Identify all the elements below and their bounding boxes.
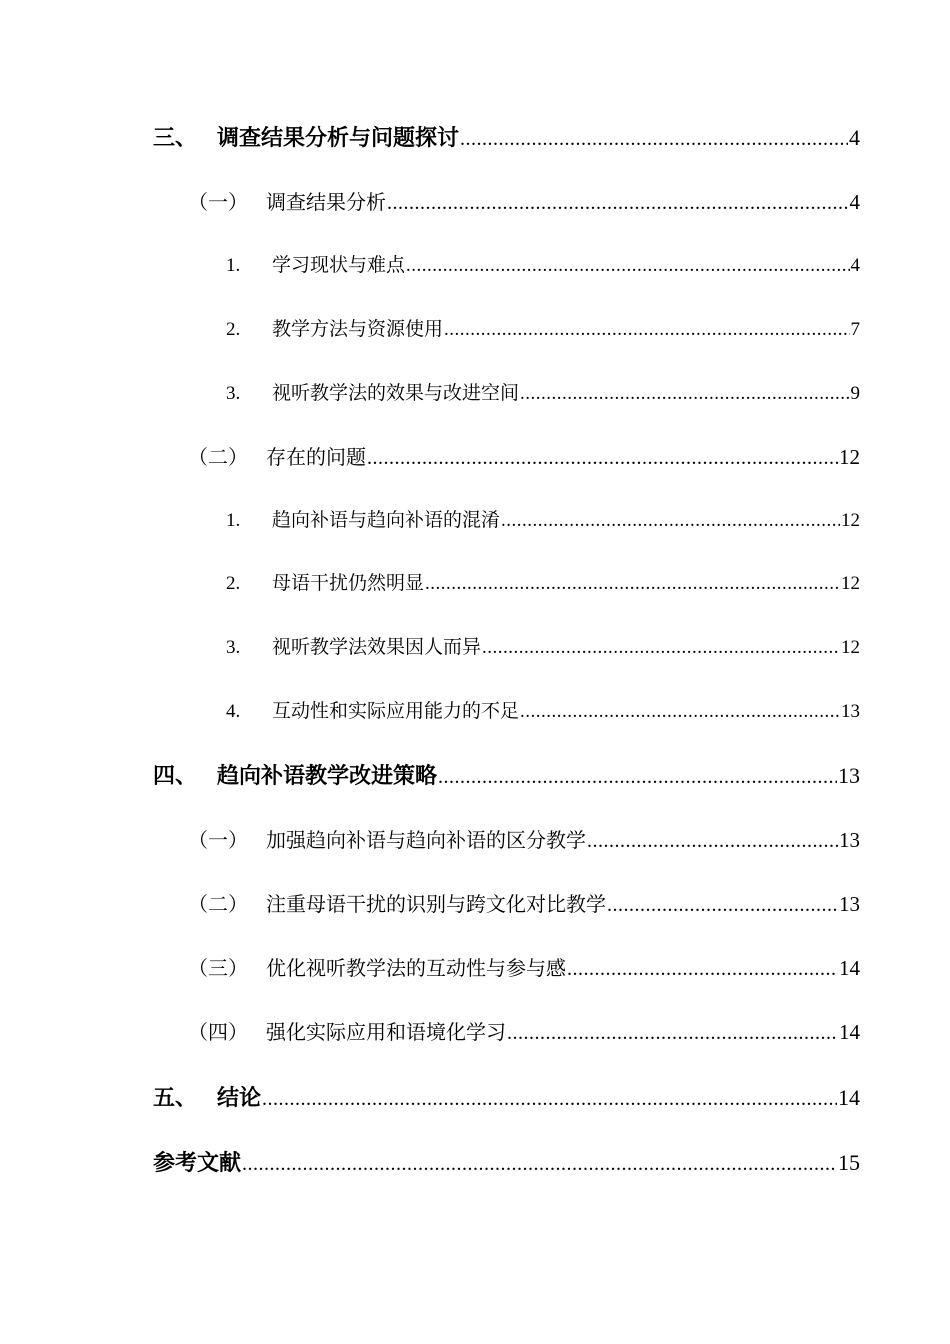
toc-entry[interactable] <box>188 824 860 864</box>
toc-entry-number: 2. <box>226 319 241 340</box>
toc-entry-title: 强化实际应用和语境化学习 <box>266 1020 506 1044</box>
toc-entry-page-number: 14 <box>839 1020 860 1044</box>
toc-entry[interactable] <box>226 505 860 545</box>
toc-entry-title: 加强趋向补语与趋向补语的区分教学 <box>266 828 586 852</box>
toc-entry-number: （三） <box>188 956 248 980</box>
dot-leader <box>482 637 840 659</box>
toc-entry-title: 学习现状与难点 <box>272 254 406 276</box>
toc-entry[interactable] <box>226 568 860 608</box>
toc-entry-title: 趋向补语教学改进策略 <box>217 764 438 789</box>
toc-entry-number: （二） <box>188 445 248 469</box>
dot-leader <box>507 1022 838 1045</box>
toc-entry[interactable] <box>188 888 860 928</box>
toc-entry-number: （一） <box>188 190 248 214</box>
toc-entry-number: 3. <box>226 637 241 658</box>
toc-entry-number: （四） <box>188 1020 248 1044</box>
dot-leader <box>387 192 849 215</box>
toc-entry[interactable] <box>188 952 860 992</box>
toc-entry-page-number: 4 <box>849 190 860 214</box>
toc-entry-title: 调查结果分析与问题探讨 <box>217 126 460 151</box>
toc-entry-page-number: 14 <box>839 956 860 980</box>
toc-entry[interactable] <box>226 632 860 672</box>
toc-entry-number: 3. <box>226 383 241 404</box>
toc-entry[interactable] <box>188 186 860 226</box>
dot-leader <box>444 319 849 341</box>
toc-entry-number: 1. <box>226 255 241 276</box>
toc-entry[interactable] <box>188 1016 860 1056</box>
toc-entry-number: 三、 <box>153 126 198 151</box>
toc-entry[interactable] <box>226 696 860 736</box>
toc-entry-page-number: 12 <box>841 510 860 531</box>
toc-entry-page-number: 15 <box>838 1150 860 1175</box>
toc-entry-title: 存在的问题 <box>266 445 366 469</box>
toc-entry[interactable] <box>153 759 860 799</box>
toc-entry[interactable] <box>226 250 860 290</box>
toc-entry-title: 参考文献 <box>153 1151 242 1176</box>
dot-leader <box>607 894 838 917</box>
dot-leader <box>262 1088 837 1111</box>
toc-entry-page-number: 13 <box>839 828 860 852</box>
toc-entry-page-number: 4 <box>849 125 860 150</box>
dot-leader <box>460 128 848 151</box>
dot-leader <box>425 573 840 595</box>
toc-entry-number: 1. <box>226 510 241 531</box>
toc-entry-number: 4. <box>226 701 241 722</box>
toc-entry-title: 视听教学法效果因人而异 <box>272 636 482 658</box>
dot-leader <box>501 510 840 532</box>
toc-entry-page-number: 7 <box>850 319 860 340</box>
toc-entry-page-number: 12 <box>841 573 860 594</box>
toc-entry-page-number: 9 <box>850 383 860 404</box>
toc-entry-title: 调查结果分析 <box>266 190 386 214</box>
dot-leader <box>406 255 849 277</box>
toc-entry-title: 互动性和实际应用能力的不足 <box>272 700 520 722</box>
toc-entry-number: 五、 <box>153 1086 198 1111</box>
toc-entry-title: 教学方法与资源使用 <box>272 318 444 340</box>
toc-entry-number: （一） <box>188 828 248 852</box>
toc-entry[interactable] <box>153 1081 860 1121</box>
toc-entry-page-number: 13 <box>839 892 860 916</box>
toc-entry[interactable] <box>226 378 860 418</box>
toc-entry-page-number: 12 <box>839 445 860 469</box>
toc-entry-title: 母语干扰仍然明显 <box>272 572 425 594</box>
toc-entry-number: 四、 <box>153 764 198 789</box>
toc-entry-title: 注重母语干扰的识别与跨文化对比教学 <box>266 892 606 916</box>
toc-entry[interactable] <box>226 314 860 354</box>
toc-entry[interactable] <box>153 1146 860 1186</box>
toc-entry-page-number: 12 <box>841 637 860 658</box>
toc-entry-number: （二） <box>188 892 248 916</box>
dot-leader <box>520 383 849 405</box>
toc-entry-page-number: 13 <box>841 701 860 722</box>
dot-leader <box>242 1153 837 1176</box>
dot-leader <box>587 830 838 853</box>
toc-entry-number: 2. <box>226 573 241 594</box>
toc-entry-title: 趋向补语与趋向补语的混淆 <box>272 509 501 531</box>
toc-entry[interactable] <box>188 441 860 481</box>
toc-entry-page-number: 4 <box>850 255 860 276</box>
toc-entry[interactable] <box>153 121 860 161</box>
toc-entry-page-number: 14 <box>838 1085 860 1110</box>
dot-leader <box>367 447 838 470</box>
toc-entry-title: 结论 <box>217 1086 262 1111</box>
dot-leader <box>567 958 838 981</box>
toc-entry-title: 视听教学法的效果与改进空间 <box>272 382 520 404</box>
dot-leader <box>520 701 840 723</box>
toc-entry-page-number: 13 <box>838 763 860 788</box>
toc-entry-title: 优化视听教学法的互动性与参与感 <box>266 956 566 980</box>
dot-leader <box>438 766 837 789</box>
